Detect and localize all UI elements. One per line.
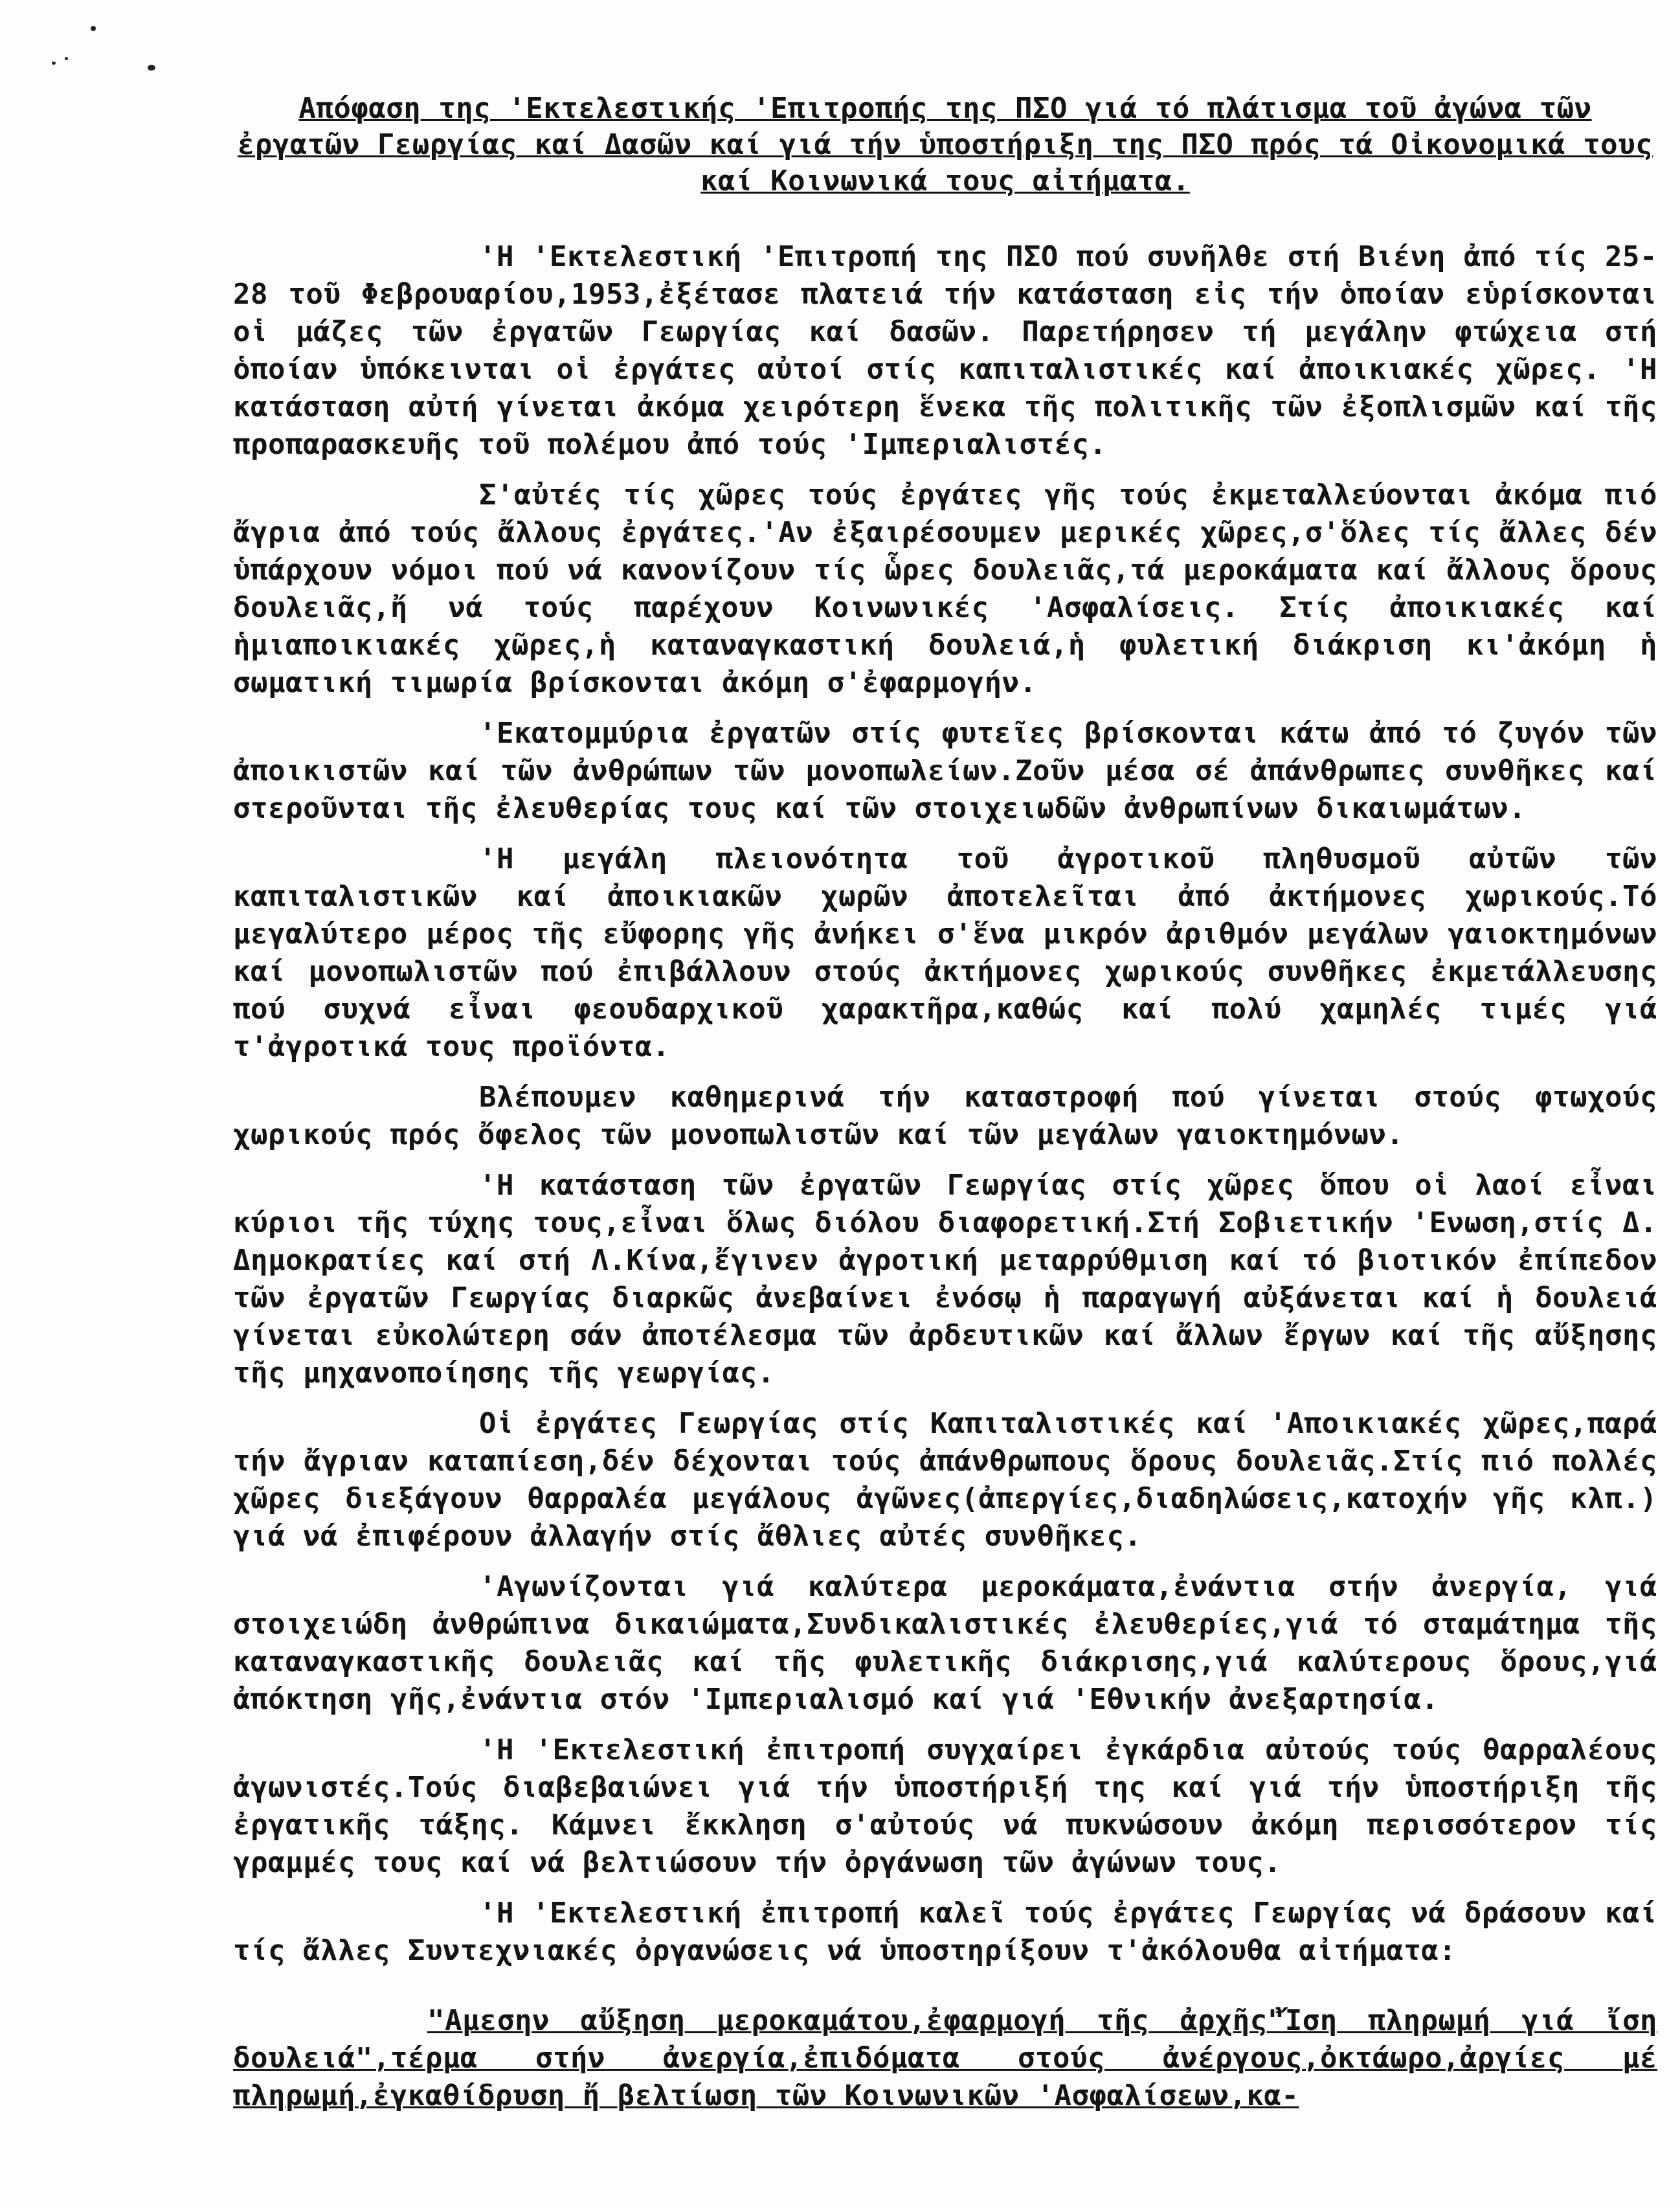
demands-text: "Αμεσην αὔξηση μεροκαμάτου,ἐφαρμογή τῆς ἀρχῆς"Ἴση πληρωμή γιά ἴση δουλειά",τέρμα στήν ἀνεργία,ἐπιδόματα στούς ἀνέργους,ὀκτάωρο,ἀργίες μέ πληρωμή,ἐγκαθίδρυση ἤ βελτίωση τῶν Κοινωνικῶν 'Ασφαλίσεων,κα- xyxy=(233,2004,1657,2112)
paragraph: Βλέπουμεν καθημερινά τήν καταστροφή πού γίνεται στούς φτωχούς χωρικούς πρός ὄφελος τῶν μονοπωλιστῶν καί τῶν μεγάλων γαιοκτημόνων. xyxy=(233,1081,1657,1151)
paragraph: 'Η 'Εκτελεστική 'Επιτροπή της ΠΣΟ πού συνῆλθε στή Βιένη ἀπό τίς 25-28 τοῦ Φεβρουαρίου,1953,ἐξέτασε πλατειά τήν κατάσταση εἰς τήν ὁποίαν εὑρίσκονται οἱ μάζες τῶν ἐργατῶν Γεωργίας καί δασῶν. Παρετήρησεν τή μεγάλην φτώχεια στή ὁποίαν ὑπόκεινται οἱ ἐργάτες αὐτοί στίς καπιταλιστικές καί ἀποικιακές χῶρες. 'Η κατάσταση αὐτή γίνεται ἀκόμα χειρότερη ἕνεκα τῆς πολιτικῆς τῶν ἐξοπλισμῶν καί τῆς προπαρασκευῆς τοῦ πολέμου ἀπό τούς 'Ιμπεριαλιστές. xyxy=(233,240,1657,461)
scan-speck xyxy=(91,26,96,31)
paragraph: 'Η 'Εκτελεστική ἐπιτροπή συγχαίρει ἐγκάρδια αὐτούς τούς θαρραλέους ἀγωνιστές.Τούς διαβεβαιώνει γιά τήν ὑποστήριξή της καί γιά τήν ὑποστήριξη τῆς ἐργατικῆς τάξης. Κάμνει ἔκκληση σ'αὐτούς νά πυκνώσουν ἀκόμη περισσότερον τίς γραμμές τους καί νά βελτιώσουν τήν ὀργάνωση τῶν ἀγώνων τους. xyxy=(233,1733,1657,1879)
scan-speck xyxy=(52,62,56,65)
paragraph: 'Εκατομμύρια ἐργατῶν στίς φυτεῖες βρίσκονται κάτω ἀπό τό ζυγόν τῶν ἀποικιστῶν καί τῶν ἀνθρώπων τῶν μονοπωλείων.Ζοῦν μέσα σέ ἀπάνθρωπες συνθῆκες καί στεροῦνται τῆς ἐλευθερίας τους καί τῶν στοιχειωδῶν ἀνθρωπίνων δικαιωμάτων. xyxy=(233,717,1657,825)
paragraph: Οἱ ἐργάτες Γεωργίας στίς Καπιταλιστικές καί 'Αποικιακές χῶρες,παρά τήν ἄγριαν καταπίεση,δέν δέχονται τούς ἀπάνθρωπους ὅρους δουλειᾶς.Στίς πιό πολλές χῶρες διεξάγουν θαρραλέα μεγάλους ἀγῶνες(ἀπεργίες,διαδηλώσεις,κατοχήν γῆς κλπ.) γιά νά ἐπιφέρουν ἀλλαγήν στίς ἄθλιες αὐτές συνθῆκες. xyxy=(233,1407,1657,1553)
paragraph: 'Η 'Εκτελεστική ἐπιτροπή καλεῖ τούς ἐργάτες Γεωργίας νά δράσουν καί τίς ἄλλες Συντεχνιακές ὀργανώσεις νά ὑποστηρίξουν τ'ἀκόλουθα αἰτήματα: xyxy=(233,1897,1657,1967)
document-body xyxy=(233,91,1657,2115)
paragraph: 'Αγωνίζονται γιά καλύτερα μεροκάματα,ἐνάντια στήν ἀνεργία, γιά στοιχειώδη ἀνθρώπινα δικαιώματα,Συνδικαλιστικές ἐλευθερίες,γιά τό σταμάτημα τῆς καταναγκαστικῆς δουλειᾶς καί τῆς φυλετικῆς διάκρισης,γιά καλύτερους ὅρους,γιά ἀπόκτηση γῆς,ἐνάντια στόν 'Ιμπεριαλισμό καί γιά 'Εθνικήν ἀνεξαρτησία. xyxy=(233,1570,1657,1716)
scan-speck xyxy=(65,57,68,60)
scan-speck xyxy=(148,65,155,71)
paragraph: 'Η κατάσταση τῶν ἐργατῶν Γεωργίας στίς χῶρες ὅπου οἱ λαοί εἶναι κύριοι τῆς τύχης τους,εἶναι ὅλως διόλου διαφορετική.Στή Σοβιετικήν 'Ενωση,στίς Δ. Δημοκρατίες καί στή Λ.Κίνα,ἔγινεν ἀγροτική μεταρρύθμιση καί τό βιοτικόν ἐπίπεδον τῶν ἐργατῶν Γεωργίας διαρκῶς ἀνεβαίνει ἐνόσῳ ἡ παραγωγή αὐξάνεται καί ἡ δουλειά γίνεται εὐκολώτερη σάν ἀποτέλεσμα τῶν ἀρδευτικῶν καί ἄλλων ἔργων καί τῆς αὔξησης τῆς μηχανοποίησης τῆς γεωργίας. xyxy=(233,1169,1657,1390)
document-title: Απόφαση της 'Εκτελεστικής 'Επιτροπής της ΠΣΟ γιά τό πλάτισμα τοῦ ἀγώνα τῶν ἐργατῶν Γεωργίας καί Δασῶν καί γιά τήν ὑποστήριξη της ΠΣΟ πρός τά Οἰκονομικά τους καί Κοινωνικά τους αἰτήματα. xyxy=(237,92,1653,197)
paragraph: Σ'αὐτές τίς χῶρες τούς ἐργάτες γῆς τούς ἐκμεταλλεύονται ἀκόμα πιό ἄγρια ἀπό τούς ἄλλους ἐργάτες.'Αν ἐξαιρέσουμεν μερικές χῶρες,σ'ὅλες τίς ἄλλες δέν ὑπάρχουν νόμοι πού νά κανονίζουν τίς ὧρες δουλειᾶς,τά μεροκάματα καί ἄλλους ὅρους δουλειᾶς,ἤ νά τούς παρέχουν Κοινωνικές 'Ασφαλίσεις. Στίς ἀποικιακές καί ἡμιαποικιακές χῶρες,ἡ καταναγκαστική δουλειά,ἡ φυλετική διάκριση κι'ἀκόμη ἡ σωματική τιμωρία βρίσκονται ἀκόμη σ'ἐφαρμογήν. xyxy=(233,479,1657,699)
paragraph: 'Η μεγάλη πλειονότητα τοῦ ἀγροτικοῦ πληθυσμοῦ αὐτῶν τῶν καπιταλιστικῶν καί ἀποικιακῶν χωρῶν ἀποτελεῖται ἀπό ἀκτήμονες χωρικούς.Τό μεγαλύτερο μέρος τῆς εὔφορης γῆς ἀνήκει σ'ἕνα μικρόν ἀριθμόν μεγάλων γαιοκτημόνων καί μονοπωλιστῶν πού ἐπιβάλλουν στούς ἀκτήμονες χωρικούς συνθῆκες ἐκμετάλλευσης πού συχνά εἶναι φεουδαρχικοῦ χαρακτῆρα,καθώς καί πολύ χαμηλές τιμές γιά τ'ἀγροτικά τους προϊόντα. xyxy=(233,842,1657,1063)
